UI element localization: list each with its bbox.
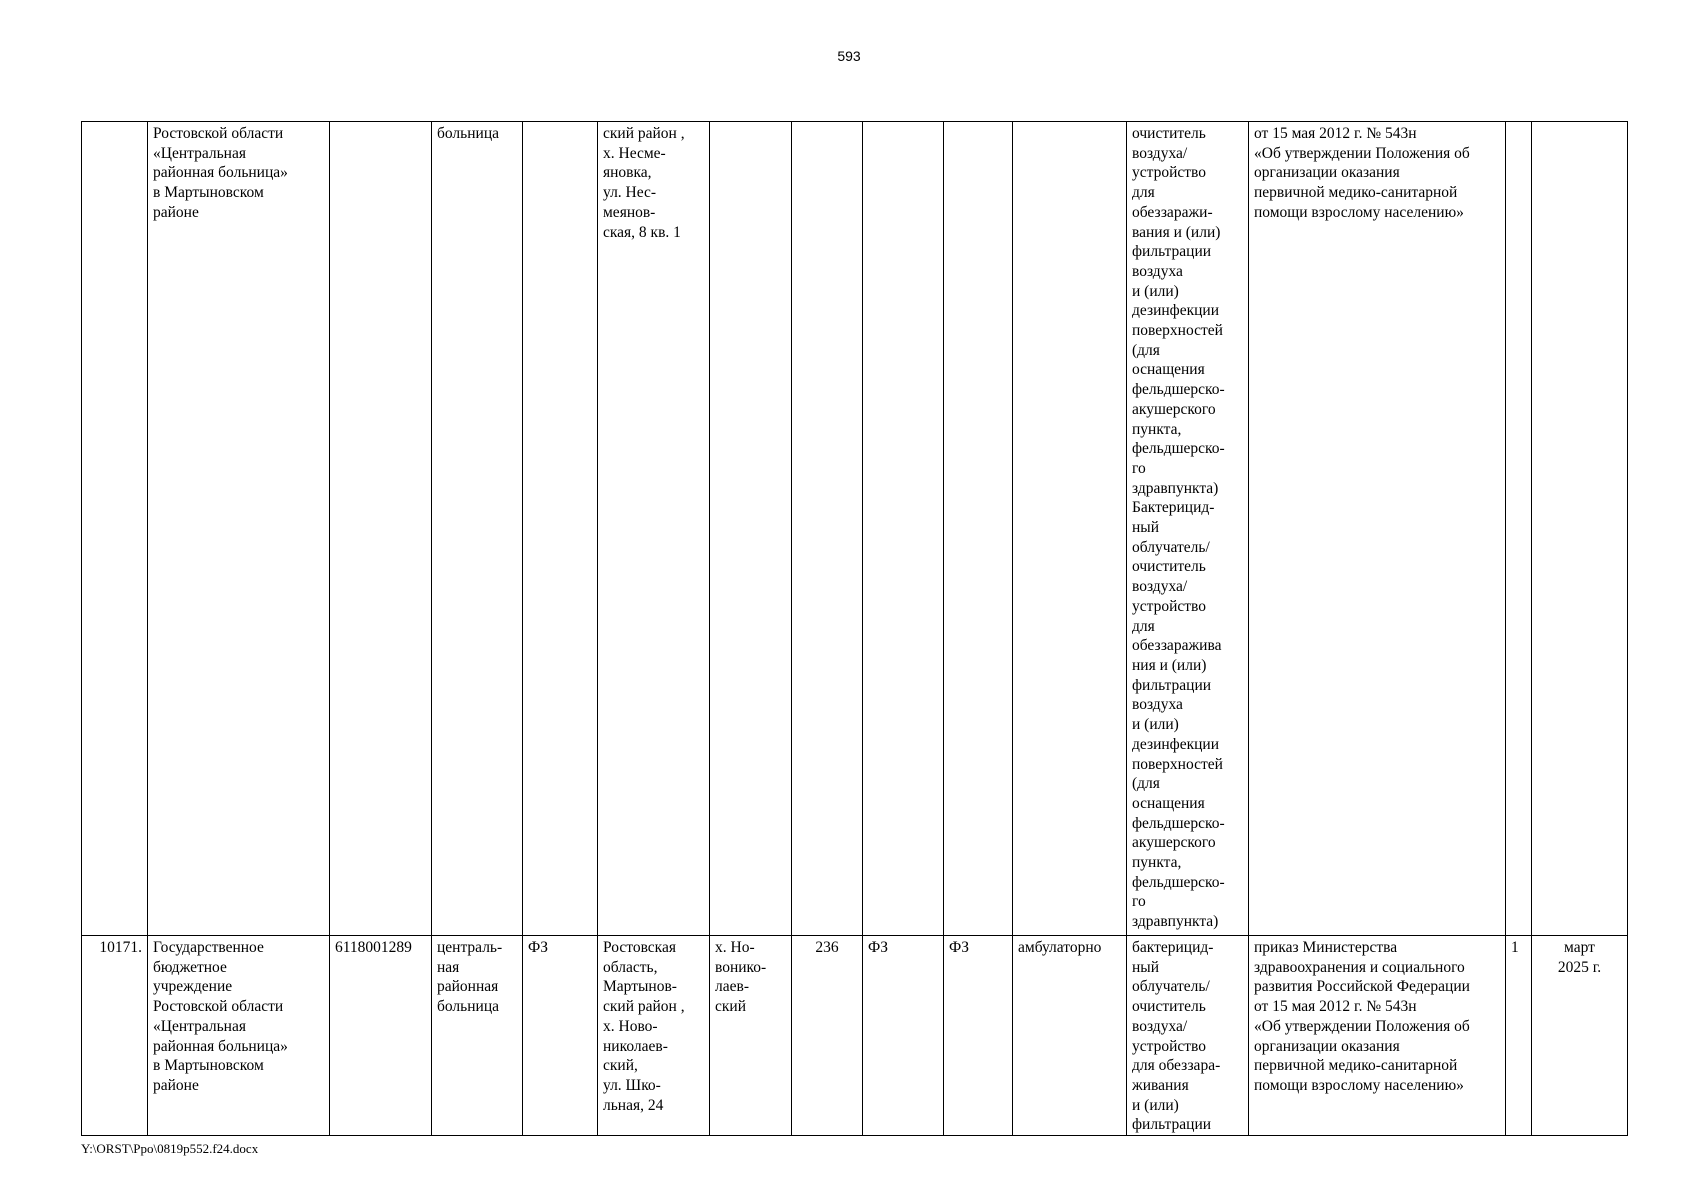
cell-population <box>792 122 863 936</box>
cell-quantity: 1 <box>1506 936 1532 1136</box>
cell-locality <box>710 122 792 936</box>
cell-date: март 2025 г. <box>1532 936 1628 1136</box>
footer-file-path: Y:\ORST\Ppo\0819p552.f24.docx <box>81 1141 259 1156</box>
data-table <box>81 121 1628 1136</box>
cell-col9 <box>863 122 944 936</box>
cell-care-form: амбулаторно <box>1013 936 1127 1136</box>
cell-date <box>1532 122 1628 936</box>
cell-facility-type: централь- ная районная больница <box>432 936 523 1136</box>
cell-number <box>82 122 148 936</box>
cell-col10: ФЗ <box>944 936 1013 1136</box>
cell-equipment: очиститель воздуха/ устройство для обеззаражи- вания и (или) фильтрации воздуха и (или) дезинфекции поверхностей (для оснащения фельдшерско- акушерского пункта, фельдшерско- го здравпункта) Бактерицид- ный облучатель/ очиститель воздуха/ устройство для обеззаражива ния и (или) фильтрации воздуха и (или) дезинфекции поверхностей (для оснащения фельдшерско- акушерского пункта, фельдшерско- го здравпункта) <box>1127 122 1249 936</box>
cell-population: 236 <box>792 936 863 1136</box>
cell-fz: ФЗ <box>523 936 598 1136</box>
cell-quantity <box>1506 122 1532 936</box>
cell-order: приказ Министерства здравоохранения и социального развития Российской Федерации от 15 мая 2012 г. № 543н «Об утверждении Положения об организации оказания первичной медико-санитарной помощи взрослому населению» <box>1249 936 1506 1136</box>
cell-address: Ростовская область, Мартынов- ский район , х. Ново- николаев- ский, ул. Шко- льная, 24 <box>598 936 710 1136</box>
table-row <box>82 122 1628 936</box>
cell-equipment: бактерицид- ный облучатель/ очиститель воздуха/ устройство для обеззара- живания и (или) фильтрации <box>1127 936 1249 1136</box>
cell-address: ский район , х. Несме- яновка, ул. Нес- меянов- ская, 8 кв. 1 <box>598 122 710 936</box>
table-row <box>82 936 1628 1136</box>
cell-care-form <box>1013 122 1127 936</box>
cell-locality: х. Но- вонико- лаев- ский <box>710 936 792 1136</box>
page-number: 593 <box>837 48 861 64</box>
cell-inn <box>330 122 432 936</box>
cell-col10 <box>944 122 1013 936</box>
cell-number: 10171. <box>82 936 148 1136</box>
cell-organization: Ростовской области «Центральная районная больница» в Мартыновском районе <box>148 122 330 936</box>
cell-facility-type: больница <box>432 122 523 936</box>
cell-inn: 6118001289 <box>330 936 432 1136</box>
cell-organization: Государственное бюджетное учреждение Ростовской области «Центральная районная больница» в Мартыновском районе <box>148 936 330 1136</box>
cell-col9: ФЗ <box>863 936 944 1136</box>
cell-fz <box>523 122 598 936</box>
cell-order: от 15 мая 2012 г. № 543н «Об утверждении Положения об организации оказания первичной медико-санитарной помощи взрослому населению» <box>1249 122 1506 936</box>
